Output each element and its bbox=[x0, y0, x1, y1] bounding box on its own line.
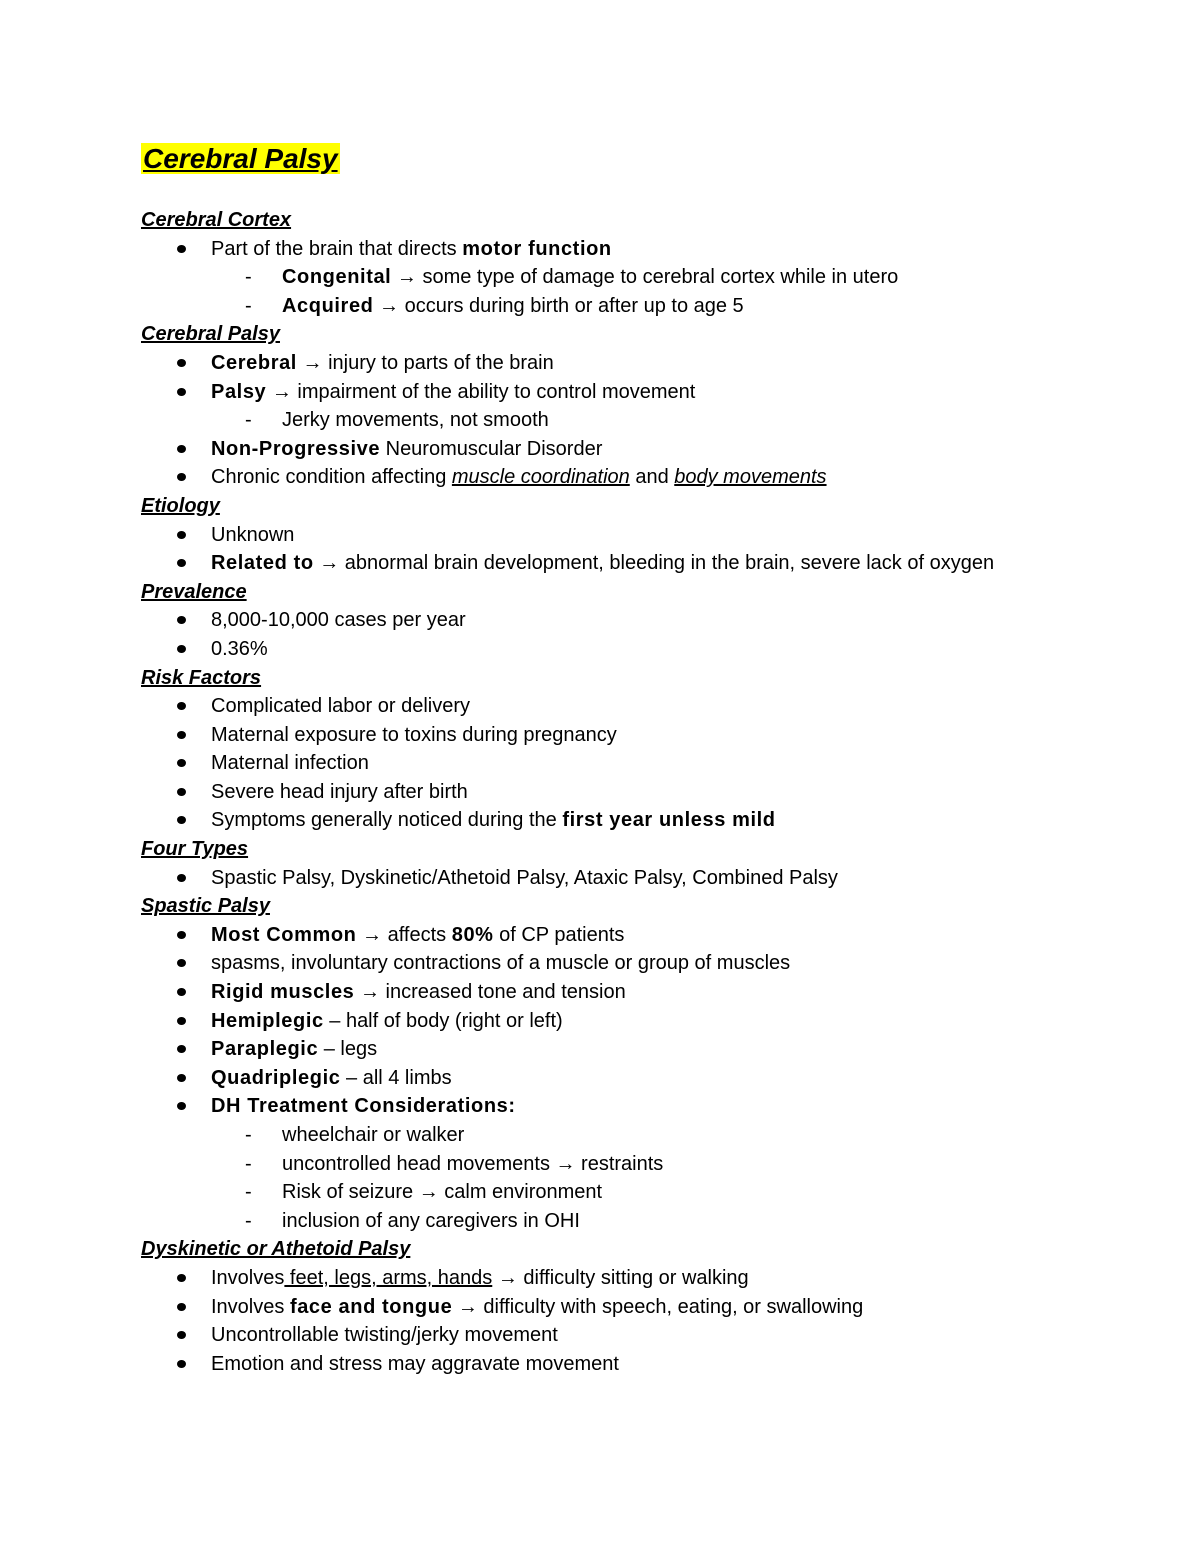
text-run: Cerebral Cortex bbox=[141, 209, 292, 231]
text-run: Severe head injury after birth bbox=[211, 780, 468, 803]
text-run: Maternal exposure to toxins during pregnancy bbox=[211, 723, 617, 746]
text-run: Chronic condition affecting bbox=[211, 466, 452, 489]
text-run: wheelchair or walker bbox=[282, 1124, 465, 1146]
bullet-item bbox=[141, 606, 1181, 635]
text-run: Dyskinetic or Athetoid Palsy bbox=[141, 1238, 411, 1261]
bullet-item bbox=[141, 806, 1181, 835]
text-run: first year unless mild bbox=[562, 809, 776, 832]
text-run: Most Common bbox=[211, 923, 357, 946]
document-title bbox=[141, 140, 340, 178]
bullet-item bbox=[141, 721, 1181, 750]
bullet-item bbox=[141, 778, 1181, 807]
text-run: DH Treatment Considerations: bbox=[211, 1095, 516, 1118]
text-run: Cerebral bbox=[211, 351, 297, 374]
bullet-item bbox=[141, 921, 1181, 950]
text-run: Symptoms generally noticed during the bbox=[211, 809, 563, 832]
text-run: Paraplegic bbox=[211, 1038, 319, 1061]
text-run: → occurs during birth or after up to age 5 bbox=[373, 294, 744, 317]
text-run: Rigid muscles bbox=[211, 981, 355, 1004]
text-run: 8,000-10,000 cases per year bbox=[211, 609, 466, 632]
text-run: Involves bbox=[211, 1295, 290, 1318]
bullet-item bbox=[141, 1035, 1181, 1064]
text-run: muscle coordination bbox=[451, 466, 630, 489]
bullet-item bbox=[141, 1350, 1181, 1379]
bullet-item bbox=[141, 378, 1181, 407]
section-heading bbox=[141, 206, 1181, 235]
text-run: Spastic Palsy bbox=[141, 895, 270, 918]
text-run: Neuromuscular Disorder bbox=[380, 437, 603, 460]
text-run: spasms, involuntary contractions of a muscle or group of muscles bbox=[211, 952, 791, 975]
text-run: Emotion and stress may aggravate movement bbox=[211, 1352, 619, 1375]
text-run: → some type of damage to cerebral cortex while in utero bbox=[391, 266, 899, 289]
text-run: – half of body (right or left) bbox=[323, 1009, 563, 1032]
section-heading bbox=[141, 664, 1181, 693]
bullet-item bbox=[141, 978, 1181, 1007]
text-run: – legs bbox=[318, 1038, 378, 1061]
bullet-item bbox=[141, 349, 1181, 378]
sub-item bbox=[141, 292, 1181, 321]
text-run: 80% bbox=[451, 923, 494, 946]
text-run: Complicated labor or delivery bbox=[211, 695, 471, 718]
sub-item bbox=[141, 406, 1181, 435]
sub-item bbox=[141, 1178, 1181, 1207]
bullet-item bbox=[141, 949, 1181, 978]
text-run: Acquired bbox=[282, 294, 374, 317]
bullet-item bbox=[141, 435, 1181, 464]
text-run: → injury to parts of the brain bbox=[296, 351, 554, 374]
text-run: Congenital bbox=[282, 266, 392, 289]
bullet-item bbox=[141, 1064, 1181, 1093]
text-run: → affects bbox=[356, 923, 452, 946]
text-run: Palsy bbox=[211, 380, 267, 403]
text-run: of CP patients bbox=[493, 923, 625, 946]
text-run: Part of the brain that directs bbox=[211, 237, 463, 260]
title-text: Cerebral Palsy bbox=[143, 143, 338, 174]
text-run: motor function bbox=[462, 237, 612, 260]
section-heading bbox=[141, 578, 1181, 607]
text-run: – all 4 limbs bbox=[340, 1066, 452, 1089]
sub-item bbox=[141, 1207, 1181, 1236]
section-heading bbox=[141, 892, 1181, 921]
bullet-item bbox=[141, 1007, 1181, 1036]
bullet-item bbox=[141, 635, 1181, 664]
text-run: Unknown bbox=[211, 523, 295, 546]
sub-item bbox=[141, 1150, 1181, 1179]
bullet-item bbox=[141, 521, 1181, 550]
text-run: → abnormal brain development, bleeding in the brain, severe lack of oxygen bbox=[313, 552, 995, 575]
bullet-item bbox=[141, 549, 1181, 578]
text-run: Four Types bbox=[141, 838, 249, 861]
text-run: face and tongue bbox=[289, 1295, 453, 1318]
text-run: feet, legs, arms, hands bbox=[284, 1266, 493, 1289]
text-run: Quadriplegic bbox=[211, 1066, 341, 1089]
sub-item bbox=[141, 263, 1181, 292]
text-run: Hemiplegic bbox=[211, 1009, 324, 1032]
section-heading bbox=[141, 492, 1181, 521]
bullet-item bbox=[141, 749, 1181, 778]
text-run: Related to bbox=[211, 552, 314, 575]
sub-item bbox=[141, 1121, 1181, 1150]
bullet-item bbox=[141, 1293, 1181, 1322]
bullet-item bbox=[141, 692, 1181, 721]
bullet-item bbox=[141, 864, 1181, 893]
text-run: Risk of seizure → calm environment bbox=[282, 1181, 603, 1204]
bullet-item bbox=[141, 235, 1181, 264]
section-heading bbox=[141, 320, 1181, 349]
bullet-item bbox=[141, 1092, 1181, 1121]
text-run: → difficulty with speech, eating, or swallowing bbox=[452, 1295, 864, 1318]
bullet-item bbox=[141, 1321, 1181, 1350]
text-run: → increased tone and tension bbox=[354, 981, 626, 1004]
section-heading bbox=[141, 1235, 1181, 1264]
text-run: inclusion of any caregivers in OHI bbox=[282, 1209, 580, 1232]
notes-content bbox=[141, 206, 1181, 1378]
text-run: and bbox=[629, 466, 675, 489]
text-run: uncontrolled head movements → restraints bbox=[282, 1152, 664, 1175]
bullet-item bbox=[141, 463, 1181, 492]
text-run: Jerky movements, not smooth bbox=[282, 409, 549, 432]
text-run: → impairment of the ability to control movement bbox=[266, 380, 696, 403]
section-heading bbox=[141, 835, 1181, 864]
text-run: 0.36% bbox=[211, 637, 268, 660]
text-run: Uncontrollable twisting/jerky movement bbox=[211, 1324, 558, 1347]
text-run: Involves bbox=[211, 1266, 285, 1289]
text-run: Spastic Palsy, Dyskinetic/Athetoid Palsy, Ataxic Palsy, Combined Palsy bbox=[211, 866, 838, 889]
text-run: body movements bbox=[674, 466, 827, 489]
text-run: Etiology bbox=[141, 494, 220, 517]
text-run: Cerebral Palsy bbox=[141, 323, 280, 346]
bullet-item bbox=[141, 1264, 1181, 1293]
text-run: Non-Progressive bbox=[211, 437, 381, 460]
text-run: Risk Factors bbox=[141, 666, 262, 689]
text-run: Prevalence bbox=[141, 580, 247, 603]
text-run: → difficulty sitting or walking bbox=[492, 1266, 749, 1289]
text-run: Maternal infection bbox=[211, 752, 369, 775]
